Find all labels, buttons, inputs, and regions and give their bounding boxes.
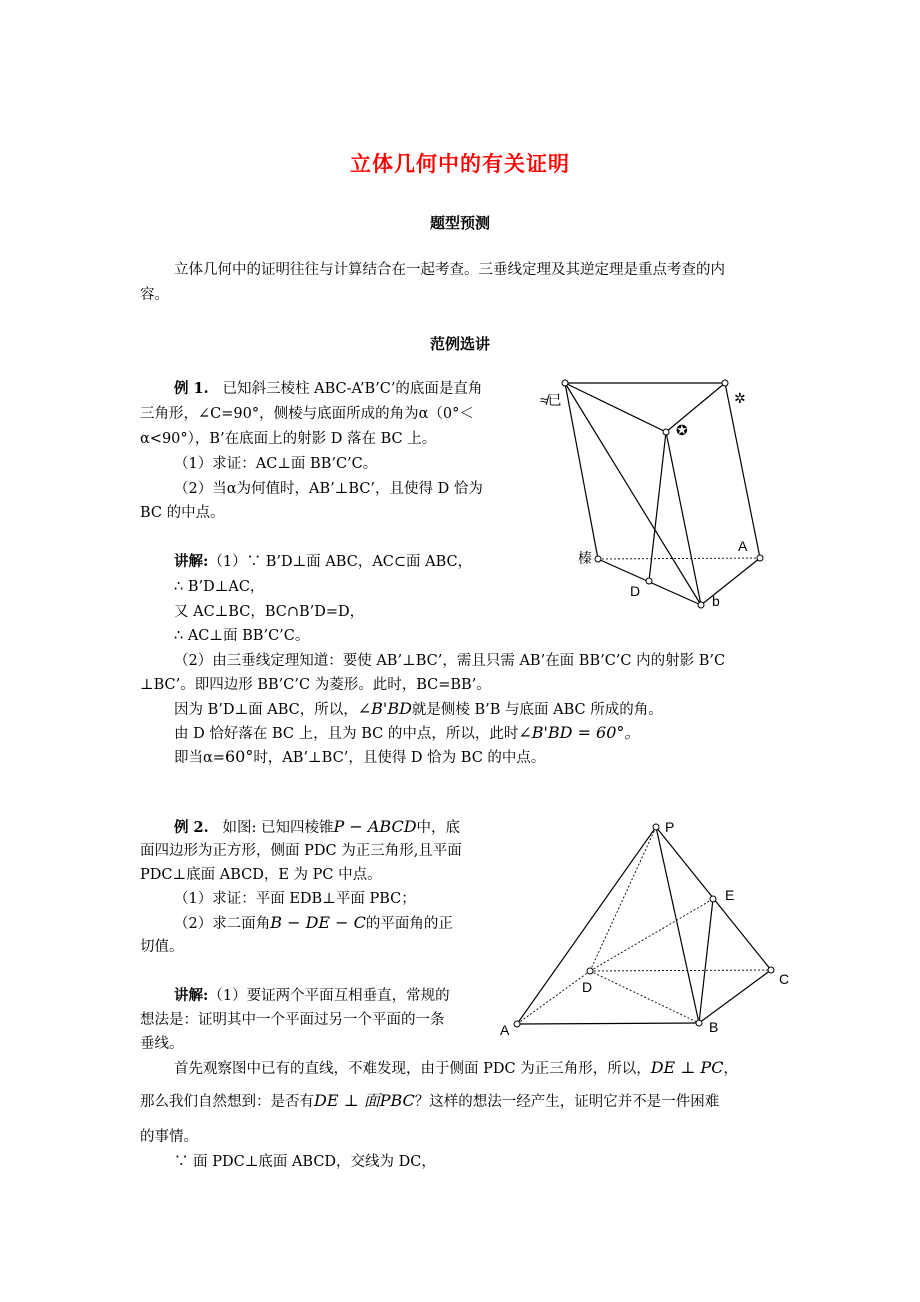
ex2-sol-text-5b: ？这样的想法一经产生，证明它并不是一件困难	[414, 1094, 720, 1110]
vertex-point	[722, 380, 728, 386]
ex2-sol-text-1: （1）要证两个平面互相垂直，常规的	[208, 988, 450, 1004]
ex1-sol-text-7a: 因为 B’D⊥面 ABC，所以，	[174, 702, 358, 718]
ex2-sol-line-5	[140, 1089, 719, 1114]
ex1-sol-line-1	[174, 550, 472, 574]
ex1-sol-line-6: ⊥BC’。即四边形 BB’C’C 为菱形。此时，BC=BB’。	[140, 677, 491, 693]
fig-label-e: E	[725, 887, 735, 903]
fig-label-b: b	[712, 593, 720, 609]
ex1-sol-text-7b: 就是侧棱 B’B 与底面 ABC 所成的角。	[411, 702, 663, 718]
edge-mid-b	[666, 432, 701, 605]
edge-right-lateral	[725, 383, 760, 558]
ex2-math-de-pc: DE ⊥ PC	[650, 1058, 724, 1077]
vertex-e	[710, 896, 716, 902]
ex1-line-6: BC 的中点。	[140, 505, 225, 521]
ex2-line-3: PDC⊥底面 ABCD，E 为 PC 中点。	[140, 867, 382, 883]
fig-label-a: A	[738, 538, 748, 554]
ex2-text-1b: 中，底	[416, 820, 461, 836]
vertex-a	[514, 1021, 520, 1027]
ex2-text-5b: 的平面角的正	[365, 916, 453, 932]
ex2-sol-text-4b: ，	[723, 1061, 738, 1077]
hidden-edge-base	[598, 558, 760, 559]
ex1-line-3: α<90°），B’在底面上的射影 D 落在 BC 上。	[140, 431, 437, 447]
edge-base-right	[701, 558, 760, 605]
ex1-math-sixty: 60°	[224, 747, 254, 766]
page-title: 立体几何中的有关证明	[350, 151, 570, 176]
ex1-sol-line-7	[174, 697, 663, 722]
ex1-sol-line-2: ∴ B’D⊥AC，	[174, 579, 265, 595]
ex1-line-2: 三角形，∠C=90°，侧棱与底面所成的角为α（0°＜	[140, 406, 474, 422]
fig-label-p: P	[665, 819, 675, 835]
vertex-d	[587, 968, 593, 974]
ex2-sol-line-1	[174, 984, 450, 1008]
vertex-p	[653, 824, 659, 830]
ex1-sol-text-1: （1）∵ B’D⊥面 ABC，AC⊂面 ABC，	[208, 554, 473, 570]
ex2-sol-text-5a: 那么我们自然想到：是否有	[140, 1094, 314, 1110]
ex2-sol-line-3: 垂线。	[140, 1036, 184, 1052]
ex2-line-5	[174, 911, 453, 936]
hidden-edge-de	[590, 899, 713, 971]
ex1-sol-line-9	[174, 745, 545, 770]
ex2-math-pyramid: P − ABCD	[333, 817, 417, 836]
ex2-sol-line-4	[174, 1056, 738, 1081]
fig-label-d: D	[582, 979, 593, 995]
ex2-solution-label: 讲解:	[174, 987, 209, 1004]
vertex-c	[768, 967, 774, 973]
edge-bc	[699, 970, 771, 1023]
intro-line-2: 容。	[140, 287, 169, 303]
hidden-edge-pd	[590, 827, 656, 971]
section-heading-examples: 范例选讲	[429, 335, 490, 353]
ex2-text-1a: 如图: 已知四棱锥	[222, 820, 334, 836]
ex2-math-dihedral: B − DE − C	[270, 913, 366, 932]
ex2-line-6: 切值。	[140, 939, 184, 955]
ex1-sol-line-5: （2）由三垂线定理知道：要使 AB’⊥BC’，需且只需 AB’在面 BB’C’C 内的射影 B’C	[174, 653, 726, 669]
section-heading-prediction: 题型预测	[429, 214, 490, 232]
edge-top-right	[666, 383, 725, 432]
ex2-sol-text-4a: 首先观察图中已有的直线，不难发现，由于侧面 PDC 为正三角形，所以，	[174, 1061, 651, 1077]
intro-line-1: 立体几何中的证明往往与计算结合在一起考查。三垂线定理及其逆定理是重点考查的内	[174, 262, 725, 278]
ex2-sol-line-6: 的事情。	[140, 1129, 198, 1145]
ex1-sol-line-8	[174, 721, 640, 746]
vertex-point	[562, 380, 568, 386]
vertex-point	[595, 556, 601, 562]
hidden-edge-da	[517, 971, 593, 1024]
vertex-b	[696, 1020, 702, 1026]
fig-label-a: A	[500, 1022, 510, 1038]
ex2-line-1	[174, 815, 460, 840]
ex1-line-5: （2）当α为何值时，AB’⊥BC’，且使得 D 恰为	[174, 481, 483, 497]
ex1-sol-line-4: ∴ AC⊥面 BB’C’C。	[174, 628, 310, 644]
ex1-label: 例 1.	[174, 380, 209, 397]
ex1-math-angle: ∠B'BD	[357, 699, 412, 718]
edge-ab	[517, 1023, 699, 1024]
ex1-sol-text-9b: 时，AB’⊥BC’，且使得 D 恰为 BC 的中点。	[253, 750, 546, 766]
ex2-label: 例 2.	[174, 819, 209, 836]
ex2-math-de-pbc: DE ⊥ 面PBC	[314, 1091, 415, 1110]
fig-label-c: C	[779, 971, 790, 987]
ex2-line-2: 面四边形为正方形，侧面 PDC 为正三角形,且平面	[140, 843, 462, 859]
fig-label-b: B	[709, 1019, 719, 1035]
hidden-edge-db	[590, 971, 699, 1023]
vertex-point	[757, 555, 763, 561]
ex1-sol-text-9a: 即当α=	[174, 750, 225, 766]
vertex-point	[646, 578, 652, 584]
ex1-line-1	[174, 377, 482, 401]
ex2-sol-line-2: 想法是：证明其中一个平面过另一个平面的一条	[140, 1012, 445, 1028]
ex1-math-angle-eq: ∠B'BD = 60°。	[518, 723, 641, 742]
fig-label-left-mid: 榛	[578, 550, 592, 566]
ex1-prism-figure	[520, 365, 790, 625]
fig-label-d: D	[630, 583, 641, 599]
ex2-pyramid-figure	[490, 810, 810, 1045]
ex1-sol-line-3: 又 AC⊥BC，BC∩B’D=D，	[174, 604, 365, 620]
edge-pb	[656, 827, 699, 1023]
ex1-sol-text-8: 由 D 恰好落在 BC 上，且为 BC 的中点，所以，此时	[174, 726, 519, 742]
edge-eb	[699, 899, 713, 1023]
ex1-line-4: （1）求证：AC⊥面 BB’C’C。	[174, 456, 378, 472]
ex1-solution-label: 讲解:	[174, 553, 209, 570]
ex1-text-1: 已知斜三棱柱 ABC-A’B’C’的底面是直角	[222, 381, 483, 397]
ex2-sol-line-7: ∵ 面 PDC⊥底面 ABCD，交线为 DC，	[174, 1154, 436, 1170]
ex2-text-5a: （2）求二面角	[174, 916, 271, 932]
ex2-line-4: （1）求证：平面 EDB⊥平面 PBC；	[174, 891, 416, 907]
fig-label-top-left: ≉已	[540, 392, 562, 408]
vertex-point	[663, 429, 669, 435]
fig-label-top-right: ✲	[734, 390, 746, 406]
fig-label-mid: ✪	[676, 422, 688, 438]
vertex-point	[698, 602, 704, 608]
hidden-edge-dc	[590, 970, 771, 971]
